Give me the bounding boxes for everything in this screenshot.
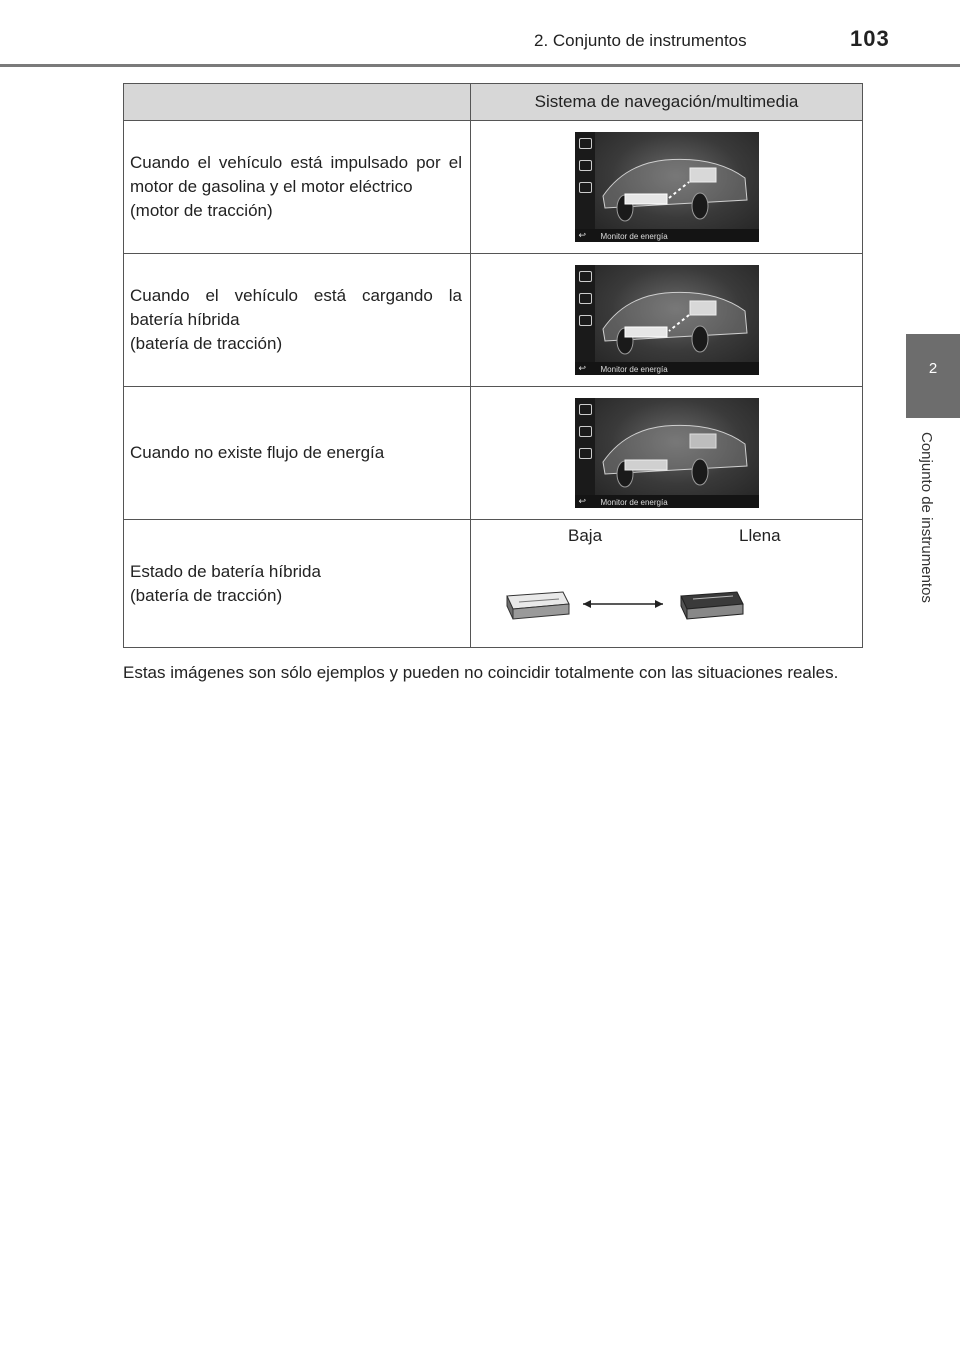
row-image-cell: [471, 387, 863, 520]
chapter-tab-label: Conjunto de instrumentos: [918, 432, 935, 603]
energy-monitor-table: [123, 83, 863, 648]
table-row: [124, 121, 863, 254]
car-energy-flow-image: [575, 265, 759, 375]
battery-full-label: Llena: [739, 526, 781, 545]
header-rule: [0, 64, 960, 67]
double-arrow-icon: [583, 600, 663, 608]
back-arrow-icon: ↩: [578, 496, 587, 506]
car-energy-flow-image: [575, 398, 759, 508]
screen-title: Monitor de energía: [600, 232, 668, 241]
table-row: [124, 387, 863, 520]
battery-low-label: Baja: [568, 526, 603, 545]
screen-title: Monitor de energía: [600, 365, 668, 374]
table-header-empty: [124, 84, 471, 121]
header-section-title: 2. Conjunto de instrumentos: [534, 31, 747, 50]
chapter-tab-number: 2: [928, 360, 938, 377]
battery-state-cell: [471, 520, 863, 648]
table-row: [124, 254, 863, 387]
battery-scale-graphic: [471, 550, 863, 630]
row-image-cell: [471, 121, 863, 254]
row-image-cell: [471, 254, 863, 387]
footnote: Estas imágenes son sólo ejemplos y pueden no coincidir totalmente con las situaciones reales.: [123, 663, 839, 682]
row-description: Estado de batería híbrida (batería de tracción): [124, 520, 471, 648]
row-description: Cuando el vehículo está impulsado por el motor de gasolina y el motor eléctrico (motor de tracción): [124, 121, 471, 254]
row-description: Cuando el vehículo está cargando la batería híbrida (batería de tracción): [124, 254, 471, 387]
page-number: 103: [850, 26, 890, 51]
screen-title: Monitor de energía: [600, 498, 668, 507]
chapter-tab: [906, 334, 960, 418]
table-row: [124, 520, 863, 648]
back-arrow-icon: ↩: [578, 230, 587, 240]
row-description: Cuando no existe flujo de energía: [124, 387, 471, 520]
table-header-navigation: Sistema de navegación/multimedia: [471, 84, 863, 121]
battery-low-icon: [507, 592, 569, 619]
car-energy-flow-image: [575, 132, 759, 242]
battery-full-icon: [681, 592, 743, 619]
back-arrow-icon: ↩: [578, 363, 587, 373]
